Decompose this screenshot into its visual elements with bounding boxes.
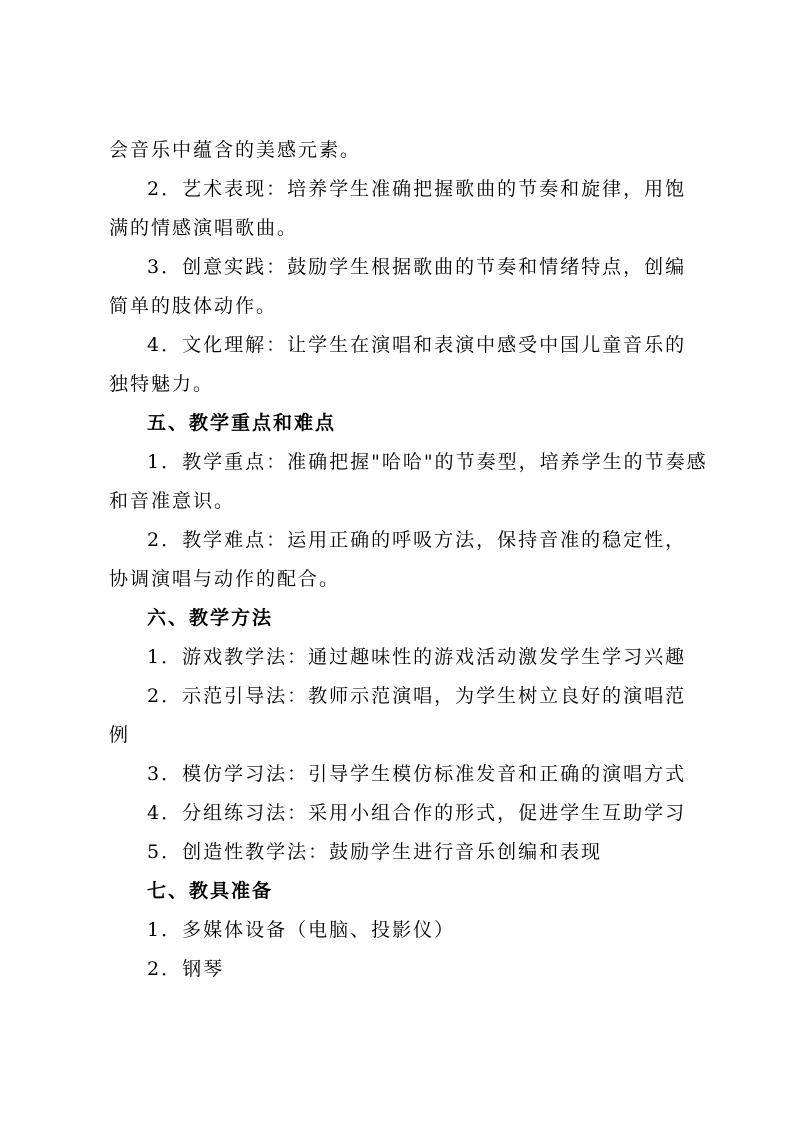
section-heading-6: 六、教学方法 xyxy=(147,607,274,629)
method-item-4: 4．分组练习法：采用小组合作的形式，促进学生互助学习 xyxy=(147,802,687,824)
section-heading-5: 五、教学重点和难点 xyxy=(147,412,337,434)
objective-item-4: 4．文化理解：让学生在演唱和表演中感受中国儿童音乐的 xyxy=(147,334,687,356)
method-item-5: 5．创造性教学法：鼓励学生进行音乐创编和表现 xyxy=(147,841,603,863)
text-line-continuation-4: 独特魅力。 xyxy=(109,373,215,395)
section-heading-7: 七、教具准备 xyxy=(147,880,274,902)
materials-item-1: 1．多媒体设备（电脑、投影仪） xyxy=(147,919,456,941)
text-line-continuation-7: 例 xyxy=(109,724,131,746)
objective-item-2: 2．艺术表现：培养学生准确把握歌曲的节奏和旋律，用饱 xyxy=(147,178,687,200)
method-item-3: 3．模仿学习法：引导学生模仿标准发音和正确的演唱方式 xyxy=(147,763,687,785)
method-item-1: 1．游戏教学法：通过趣味性的游戏活动激发学生学习兴趣 xyxy=(147,646,687,668)
text-line-continuation-5: 和音准意识。 xyxy=(109,490,236,512)
text-line-continuation-1: 会音乐中蕴含的美感元素。 xyxy=(109,139,362,161)
key-point-item-1: 1．教学重点：准确把握"哈哈"的节奏型，培养学生的节奏感 xyxy=(147,451,708,473)
method-item-2: 2．示范引导法：教师示范演唱，为学生树立良好的演唱范 xyxy=(147,685,687,707)
text-line-continuation-6: 协调演唱与动作的配合。 xyxy=(109,568,341,590)
text-line-continuation-2: 满的情感演唱歌曲。 xyxy=(109,217,299,239)
key-point-item-2: 2．教学难点：运用正确的呼吸方法，保持音准的稳定性， xyxy=(147,529,687,551)
document-body xyxy=(109,131,708,989)
materials-item-2: 2．钢琴 xyxy=(147,958,225,980)
text-line-continuation-3: 简单的肢体动作。 xyxy=(109,295,278,317)
objective-item-3: 3．创意实践：鼓励学生根据歌曲的节奏和情绪特点，创编 xyxy=(147,256,687,278)
